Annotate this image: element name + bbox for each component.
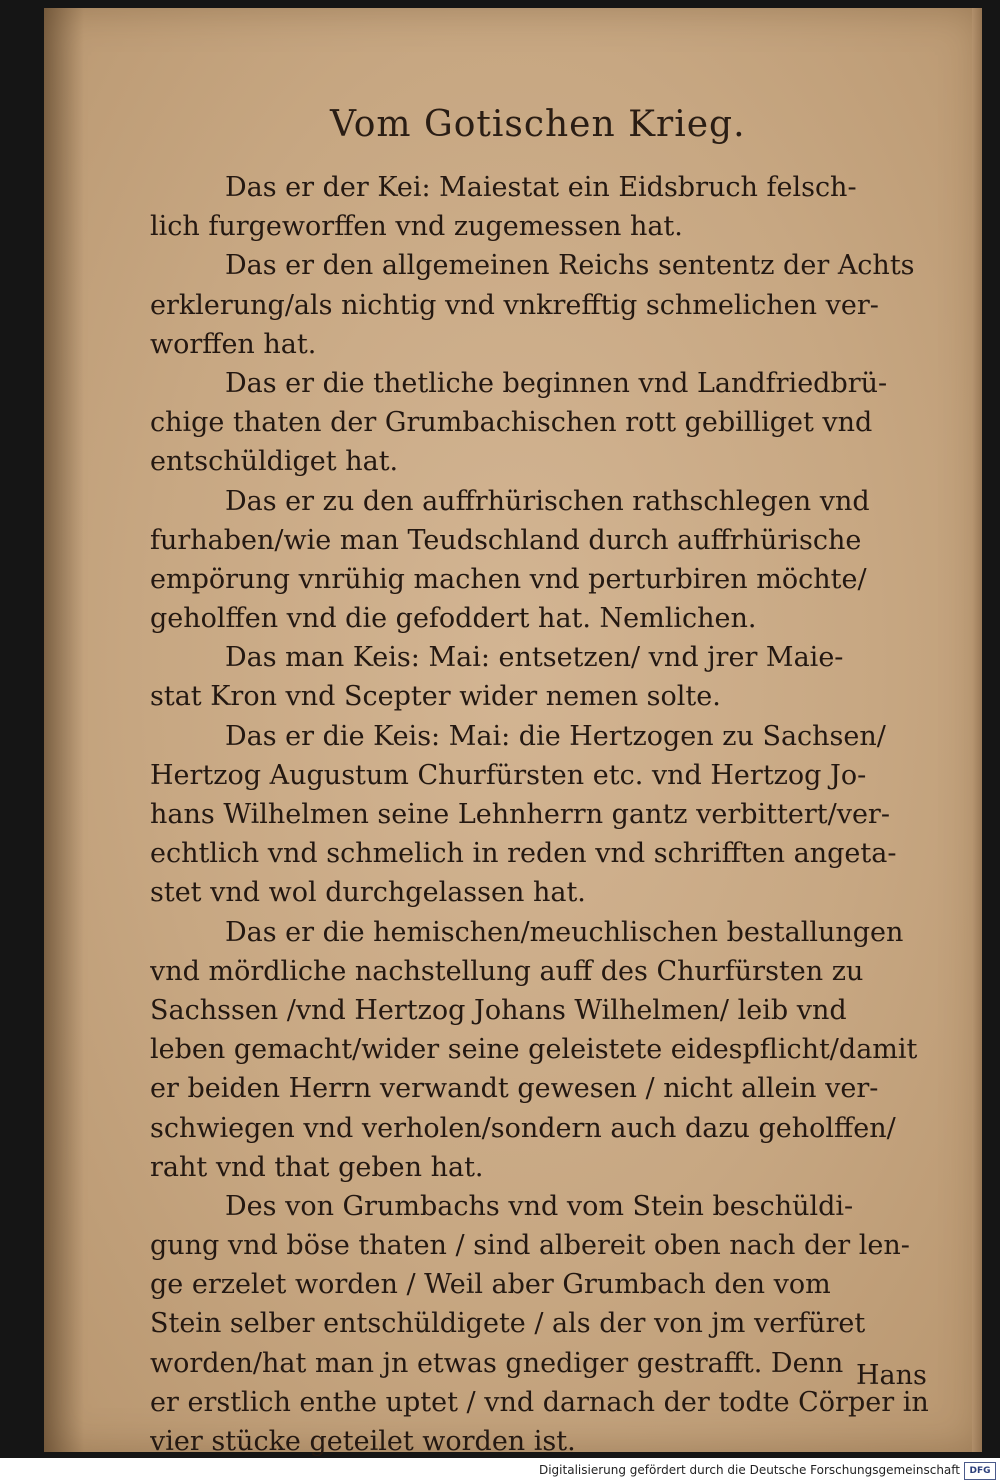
text-line: er erstlich enthe uptet / vnd darnach der todte Cörper in: [150, 1386, 929, 1418]
text-line: er beiden Herrn verwandt gewesen / nicht allein ver-: [150, 1073, 879, 1105]
text-line: Sachssen /vnd Hertzog Johans Wilhelmen/ leib vnd: [150, 994, 847, 1026]
dfg-logo-icon: DFG: [964, 1462, 996, 1480]
text-line: worffen hat.: [150, 328, 317, 360]
text-line: Des von Grumbachs vnd vom Stein beschüldi-: [225, 1190, 854, 1222]
text-line: Das er die Keis: Mai: die Hertzogen zu Sachsen/: [225, 720, 886, 752]
text-line: raht vnd that geben hat.: [150, 1151, 484, 1183]
text-line: Das er zu den auffrhürischen rathschlegen vnd: [225, 485, 870, 517]
text-line: stet vnd wol durchgelassen hat.: [150, 877, 586, 909]
text-line: Stein selber entschüldigete / als der von jm verfüret: [150, 1308, 866, 1340]
text-line: Hertzog Augustum Churfürsten etc. vnd Hertzog Jo-: [150, 759, 867, 791]
running-heading: Vom Gotischen Krieg.: [330, 104, 746, 145]
text-line: stat Kron vnd Scepter wider nemen solte.: [150, 681, 721, 713]
text-line: hans Wilhelmen seine Lehnherrn gantz verbittert/ver-: [150, 799, 890, 830]
text-line: vier stücke geteilet worden ist.: [150, 1426, 576, 1457]
text-line: entschüldiget hat.: [150, 446, 399, 478]
text-line: lich furgeworffen vnd zugemessen hat.: [150, 211, 683, 243]
text-line: worden/hat man jn etwas gnediger gestrafft. Denn: [150, 1347, 844, 1379]
footer-bar: [0, 1458, 1000, 1483]
catchword: Hans: [856, 1360, 927, 1391]
funding-notice: Digitalisierung gefördert durch die Deutsche Forschungsgemeinschaft: [538, 1463, 960, 1477]
text-line: Das er die hemischen/meuchlischen bestallungen: [225, 916, 904, 948]
text-line: Das man Keis: Mai: entsetzen/ vnd jrer Maie-: [225, 642, 844, 674]
text-line: Das er die thetliche beginnen vnd Landfriedbrü-: [225, 367, 888, 399]
text-line: vnd mördliche nachstellung auff des Churfürsten zu: [150, 955, 864, 987]
text-line: ge erzelet worden / Weil aber Grumbach den vom: [150, 1269, 831, 1301]
text-line: Das er den allgemeinen Reichs sententz der Achts: [225, 250, 915, 282]
text-line: echtlich vnd schmelich in reden vnd schrifften angeta-: [150, 838, 897, 870]
gutter-shadow: [44, 8, 84, 1452]
text-line: empörung vnrühig machen vnd perturbiren möchte/: [150, 563, 867, 595]
text-line: geholffen vnd die gefoddert hat. Nemlichen.: [150, 603, 757, 635]
text-line: chige thaten der Grumbachischen rott gebilliget vnd: [150, 407, 873, 439]
text-line: erklerung/als nichtig vnd vnkrefftig schmelichen ver-: [150, 289, 879, 321]
text-line: schwiegen vnd verholen/sondern auch dazu geholffen/: [150, 1112, 896, 1144]
page-edge: [972, 8, 982, 1452]
text-line: gung vnd böse thaten / sind albereit oben nach der len-: [150, 1230, 910, 1262]
text-line: furhaben/wie man Teudschland durch auffrhürische: [150, 524, 862, 556]
text-line: Das er der Kei: Maiestat ein Eidsbruch felsch-: [225, 172, 857, 203]
body-text: [150, 168, 950, 1461]
text-line: leben gemacht/wider seine geleistete eidespflicht/damit: [150, 1034, 918, 1066]
